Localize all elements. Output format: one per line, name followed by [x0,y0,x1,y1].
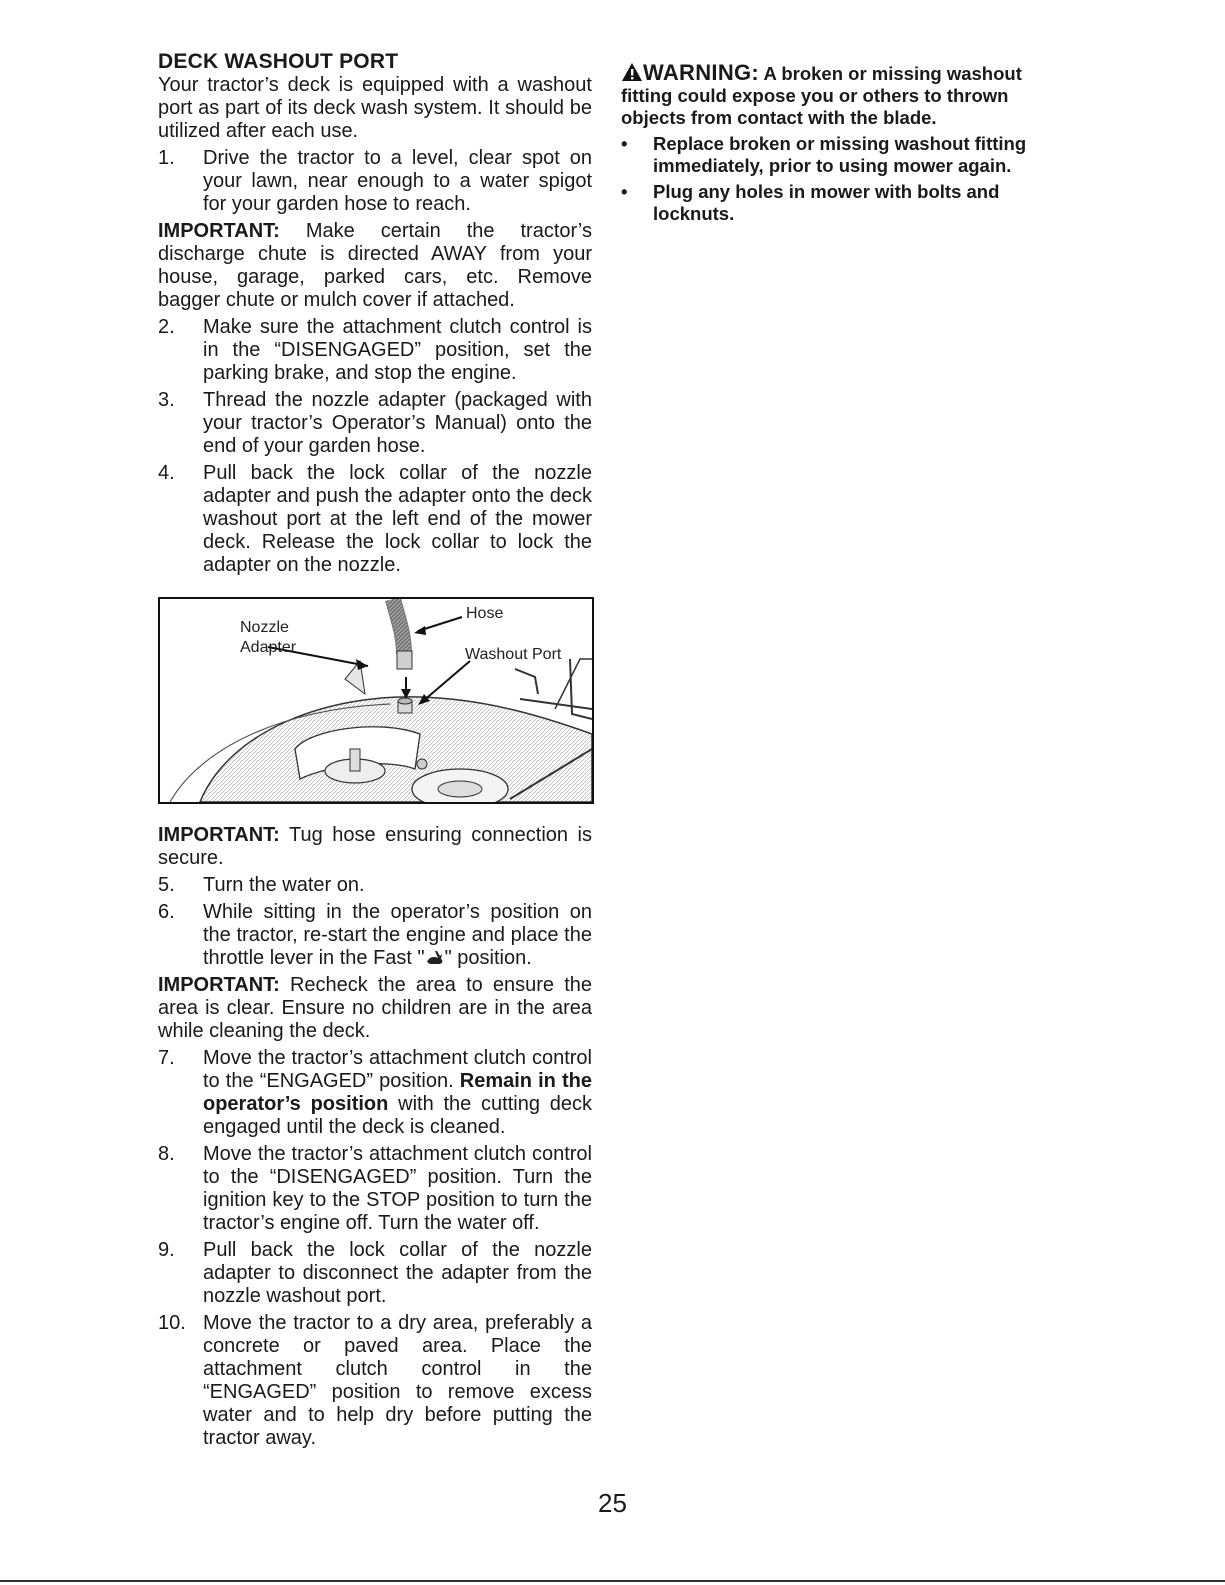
step-text: Thread the nozzle adapter (packaged with your tractor’s Operator’s Manual) onto the end of your garden hose. [203,389,592,457]
step-text-after: with the cutting deck engaged until the deck is cleaned. [203,1093,592,1138]
step-number: 9. [158,1239,175,1261]
step-text: Turn the water on. [203,874,365,896]
washout-port-figure [158,597,594,804]
step-number: 2. [158,316,175,338]
step-number: 6. [158,901,175,923]
step-number: 3. [158,389,175,411]
left-column [158,50,592,1450]
section-title: DECK WASHOUT PORT [158,50,399,73]
step-text: Move the tractor’s attachment clutch control to the “DISENGAGED” position. Turn the ignition key to the STOP position to turn the tractor’s engine off. Turn the water off. [203,1143,592,1234]
step-number: 7. [158,1047,175,1069]
step-text: Pull back the lock collar of the nozzle adapter and push the adapter onto the deck washout port at the left end of the mower deck. Release the lock collar to lock the adapter on the nozzle. [203,462,592,576]
bullet-text: Plug any holes in mower with bolts and locknuts. [653,181,1000,224]
warning-text: A broken or missing washout fitting could expose you or others to thrown objects from contact with the blade. [621,63,1022,128]
step-text-before: Move the tractor’s attachment clutch control to the “ENGAGED” position. [203,1047,592,1092]
important-label: IMPORTANT: [158,220,280,242]
label-hose: Hose [466,605,504,622]
page-number: 25 [598,1488,627,1518]
mower-deck-illustration [160,599,592,802]
step-6 [158,901,592,970]
important-text: Recheck the area to ensure the area is clear. Ensure no children are in the area while cleaning the deck. [158,974,592,1042]
intro-paragraph: Your tractor’s deck is equipped with a washout port as part of its deck wash system. It should be utilized after each use. [158,74,592,142]
step-10 [158,1312,592,1450]
label-washout-port: Washout Port [465,646,562,663]
warning-block [621,62,1061,129]
step-4 [158,462,592,577]
step-text: Make sure the attachment clutch control is in the “DISENGAGED” position, set the parking brake, and stop the engine. [203,316,592,384]
bottom-rule [0,1580,1225,1582]
step-text: Move the tractor to a dry area, preferably a concrete or paved area. Place the attachment clutch control in the “ENGAGED” position to remove excess water and to help dry before putting the tractor away. [203,1312,592,1449]
bullet-marker: • [621,181,628,202]
step-7 [158,1047,592,1139]
rabbit-fast-icon [425,950,445,966]
important-label: IMPORTANT: [158,974,280,996]
step-1 [158,147,592,216]
bullet-marker: • [621,133,628,154]
step-number: 8. [158,1143,175,1165]
warning-bullet-1 [621,133,1061,177]
important-note-1 [158,220,592,312]
important-note-2 [158,824,592,870]
right-column [621,62,1061,225]
step-number: 1. [158,147,175,169]
step-8 [158,1143,592,1235]
step-text-after: " position. [444,947,532,969]
step-text: Pull back the lock collar of the nozzle adapter to disconnect the adapter from the nozzle washout port. [203,1239,592,1307]
step-2 [158,316,592,385]
step-9 [158,1239,592,1308]
step-text: Drive the tractor to a level, clear spot on your lawn, near enough to a water spigot for your garden hose to reach. [203,147,592,215]
label-nozzle: Nozzle [240,619,289,636]
step-number: 4. [158,462,175,484]
step-3 [158,389,592,458]
important-text: Tug hose ensuring connection is secure. [158,824,592,869]
important-text: Make certain the tractor’s discharge chute is directed AWAY from your house, garage, parked cars, etc. Remove bagger chute or mulch cover if attached. [158,220,592,311]
step-number: 5. [158,874,175,896]
warning-word: WARNING: [643,60,760,85]
important-label: IMPORTANT: [158,824,280,846]
label-adapter: Adapter [240,639,297,656]
step-number: 10. [158,1312,186,1334]
step-text-bold: Remain in the operator’s position [203,1070,592,1115]
important-note-3 [158,974,592,1043]
step-5 [158,874,592,897]
step-text-before: While sitting in the operator’s position on the tractor, re-start the engine and place the throttle lever in the Fast " [203,901,592,969]
warning-bullet-2 [621,181,1061,225]
bullet-text: Replace broken or missing washout fitting immediately, prior to using mower again. [653,133,1027,176]
warning-triangle-icon [621,62,643,82]
